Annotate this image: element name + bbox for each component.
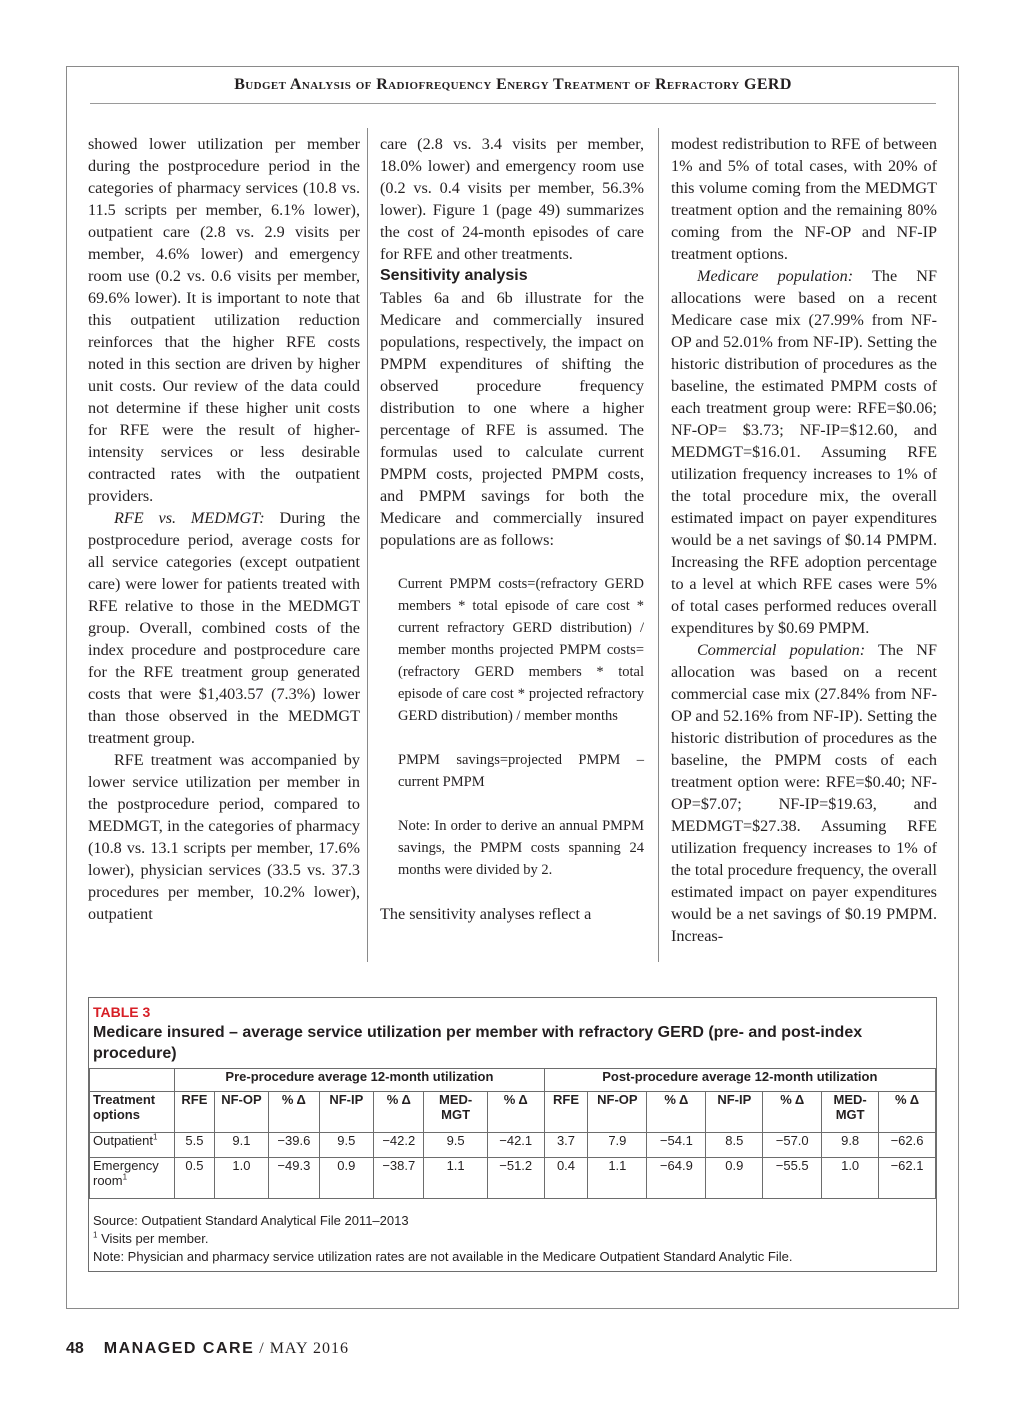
table-row (90, 1133, 936, 1158)
footnote-text: Visits per member. (101, 1231, 209, 1246)
header-pre-nfop: NF-OP (214, 1092, 269, 1133)
medicare-population-lead: Medicare population: (697, 267, 854, 285)
utilization-table (89, 1068, 936, 1199)
row-label-outpatient (90, 1133, 175, 1158)
table-cell: −62.1 (879, 1158, 936, 1199)
table-group-header-row (90, 1069, 936, 1092)
table-cell: 8.5 (706, 1133, 763, 1158)
table-cell: −42.2 (374, 1133, 424, 1158)
header-pre-pct-1: % Δ (269, 1092, 319, 1133)
table-cell: 9.5 (319, 1133, 374, 1158)
column-1 (88, 133, 360, 925)
formula-pmpm-savings: PMPM savings=projected PMPM – current PMPM (398, 752, 644, 790)
header-pre-medmgt: MED-MGT (424, 1092, 487, 1133)
column-divider-2 (658, 128, 659, 962)
post-procedure-header: Post-procedure average 12-month utilization (544, 1069, 935, 1092)
table-cell: −42.1 (487, 1133, 544, 1158)
table-cell: 5.5 (175, 1133, 214, 1158)
table-cell: 1.1 (424, 1158, 487, 1199)
table-cell: 0.4 (544, 1158, 588, 1199)
table-source: Source: Outpatient Standard Analytical File 2011–2013 (93, 1213, 409, 1228)
table-cell: −55.5 (763, 1158, 822, 1199)
col3-paragraph-2 (671, 265, 937, 639)
row-label-text: Outpatient (93, 1133, 153, 1148)
table-cell: −39.6 (269, 1133, 319, 1158)
col2-paragraph-1: care (2.8 vs. 3.4 visits per member, 18.0% lower) and emergency room use (0.2 vs. 0.4 visits per member, 56.3% lower). Figure 1 (page 49) summarizes the cost of 24-month episodes of care for RFE and other treatments. (380, 135, 644, 263)
page-number: 48 (66, 1340, 84, 1357)
header-rule (90, 103, 936, 104)
table-title: Medicare insured – average service utilization per member with refractory GERD (pre- and post-index procedure) (93, 1024, 863, 1062)
page-footer (66, 1340, 349, 1358)
table-cell: 7.9 (588, 1133, 647, 1158)
col3-paragraph-3 (671, 639, 937, 947)
table-corner-cell (90, 1069, 175, 1092)
col1-paragraph-2 (88, 507, 360, 749)
table-cell: 0.5 (175, 1158, 214, 1199)
table-cell: 0.9 (319, 1158, 374, 1199)
table-cell: −54.1 (647, 1133, 706, 1158)
header-post-nfip: NF-IP (706, 1092, 763, 1133)
row-label-text: Emergency room (93, 1158, 159, 1188)
table-cell: −51.2 (487, 1158, 544, 1199)
formula-note: Note: In order to derive an annual PMPM savings, the PMPM costs spanning 24 months were divided by 2. (398, 818, 644, 878)
col3-paragraph-2-body: The NF allocations were based on a recent Medicare case mix (27.99% from NF-OP and 52.01% from NF-IP). Setting the historic distribution of procedures as the baseline, the estimated PMPM costs of each treatment group were: RFE=$0.06; NF-OP= $3.73; NF-IP=$12.60, and MEDMGT=$16.01. Assuming RFE utilization frequency increases to 1% of the total procedure mix, the overall estimated impact on payer expenditures would be a net savings of $0.14 PMPM. Increasing the RFE adoption percentage to a level at which RFE cases were 5% of total cases performed reduces overall expenditures by $0.69 PMPM. (671, 267, 937, 637)
header-post-medmgt: MED-MGT (822, 1092, 879, 1133)
header-pre-pct-3: % Δ (487, 1092, 544, 1133)
header-post-pct-3: % Δ (879, 1092, 936, 1133)
rfe-vs-medmgt-lead: RFE vs. MEDMGT: (114, 509, 265, 527)
table-row (90, 1158, 936, 1199)
row-label-emergency-room (90, 1158, 175, 1199)
table-label: TABLE 3 (93, 1004, 151, 1020)
table-cell: −57.0 (763, 1133, 822, 1158)
header-post-pct-1: % Δ (647, 1092, 706, 1133)
footnote-mark: 1 (122, 1172, 128, 1182)
table-cell: 1.0 (822, 1158, 879, 1199)
col3-paragraph-3-body: The NF allocation was based on a recent commercial case mix (27.84% from NF-OP and 52.16% from NF-IP). Setting the historic distribution of procedures as the baseline, the PMPM costs of each treatment option were: RFE=$0.40; NF-OP=$7.07; NF-IP=$19.63, and MEDMGT=$27.38. Assuming RFE utilization frequency increases to 1% of the total procedure frequency, the overall estimated impact on payer expenditures would be a net savings of $0.19 PMPM. Increas- (671, 641, 937, 945)
header-pre-rfe: RFE (175, 1092, 214, 1133)
column-divider-1 (367, 128, 368, 962)
header-treatment-options: Treatment options (90, 1092, 175, 1133)
table-cell: 0.9 (706, 1158, 763, 1199)
table-cell: 3.7 (544, 1133, 588, 1158)
running-head: Budget Analysis of Radiofrequency Energy Treatment of Refractory GERD (234, 76, 792, 93)
journal-name: MANAGED CARE (103, 1340, 255, 1357)
header-post-pct-2: % Δ (763, 1092, 822, 1133)
table-cell: 1.0 (214, 1158, 269, 1199)
table-cell: 1.1 (588, 1158, 647, 1199)
header-post-rfe: RFE (544, 1092, 588, 1133)
table-footnote-1 (93, 1230, 792, 1248)
table-column-header-row (90, 1092, 936, 1133)
col1-paragraph-2-body: During the postprocedure period, average costs for all service categories (except outpatient care) were lower for patients treated with RFE relative to those in the MEDMGT group. Overall, combined costs of the index procedure and postprocedure care for the RFE treatment group generated costs that were $1,403.57 (7.3%) lower than those observed in the MEDMGT treatment group. (88, 509, 361, 747)
table-notes (93, 1212, 792, 1266)
footer-separator: / (254, 1340, 270, 1357)
table-cell: −62.6 (879, 1133, 936, 1158)
col2-paragraph-2: Tables 6a and 6b illustrate for the Medicare and commercially insured populations, respectively, the impact on PMPM expenditures of shifting the observed procedure frequency distribution to one where a higher percentage of RFE is assumed. The formulas used to calculate current PMPM costs, projected PMPM costs, and PMPM savings for both the Medicare and commercially insured populations are as follows: (380, 289, 644, 549)
table-cell: −49.3 (269, 1158, 319, 1199)
formula-pmpm-costs: Current PMPM costs=(refractory GERD members * total episode of care cost * current refractory GERD distribution) / member months projected PMPM costs=(refractory GERD members * total episode of care cost * projected refractory GERD distribution) / member months (398, 576, 644, 724)
pre-procedure-header: Pre-procedure average 12-month utilization (175, 1069, 544, 1092)
commercial-population-lead: Commercial population: (697, 641, 866, 659)
table-cell: −64.9 (647, 1158, 706, 1199)
column-3 (671, 133, 937, 947)
header-pre-pct-2: % Δ (374, 1092, 424, 1133)
col3-paragraph-1: modest redistribution to RFE of between 1% and 5% of total cases, with 20% of this volume coming from the MEDMGT treatment option and the remaining 80% coming from the NF-OP and NF-IP treatment options. (671, 135, 937, 263)
col1-paragraph-3: RFE treatment was accompanied by lower service utilization per member in the postprocedure period, compared to MEDMGT, in the categories of pharmacy (10.8 vs. 13.1 scripts per member, 17.6% lower), physician services (33.5 vs. 37.3 procedures per member, 10.2% lower), outpatient (88, 751, 360, 923)
footnote-mark: 1 (93, 1230, 98, 1240)
footnote-mark: 1 (153, 1132, 158, 1142)
table-cell: 9.8 (822, 1133, 879, 1158)
table-cell: 9.1 (214, 1133, 269, 1158)
header-post-nfop: NF-OP (588, 1092, 647, 1133)
col2-paragraph-3: The sensitivity analyses reflect a (380, 905, 592, 923)
header-pre-nfip: NF-IP (319, 1092, 374, 1133)
column-2 (380, 133, 644, 925)
table-3 (88, 997, 937, 1272)
table-note: Note: Physician and pharmacy service utilization rates are not available in the Medicare Outpatient Standard Analytic File. (93, 1249, 793, 1264)
table-cell: −38.7 (374, 1158, 424, 1199)
section-heading-sensitivity: Sensitivity analysis (380, 267, 528, 284)
table-cell: 9.5 (424, 1133, 487, 1158)
issue-date: MAY 2016 (269, 1340, 349, 1357)
col1-paragraph-1: showed lower utilization per member during the postprocedure period in the categories of pharmacy services (10.8 vs. 11.5 scripts per member, 6.1% lower), outpatient care (2.8 vs. 2.9 visits per member, 4.6% lower) and emergency room use (0.2 vs. 0.6 visits per member, 69.6% lower). It is important to note that this outpatient utilization reduction reinforces that the higher RFE costs noted in this section are driven by higher unit costs. Our review of the data could not determine if these higher unit costs for RFE were the result of higher-intensity services or less desirable contracted rates with the outpatient providers. (88, 135, 360, 505)
